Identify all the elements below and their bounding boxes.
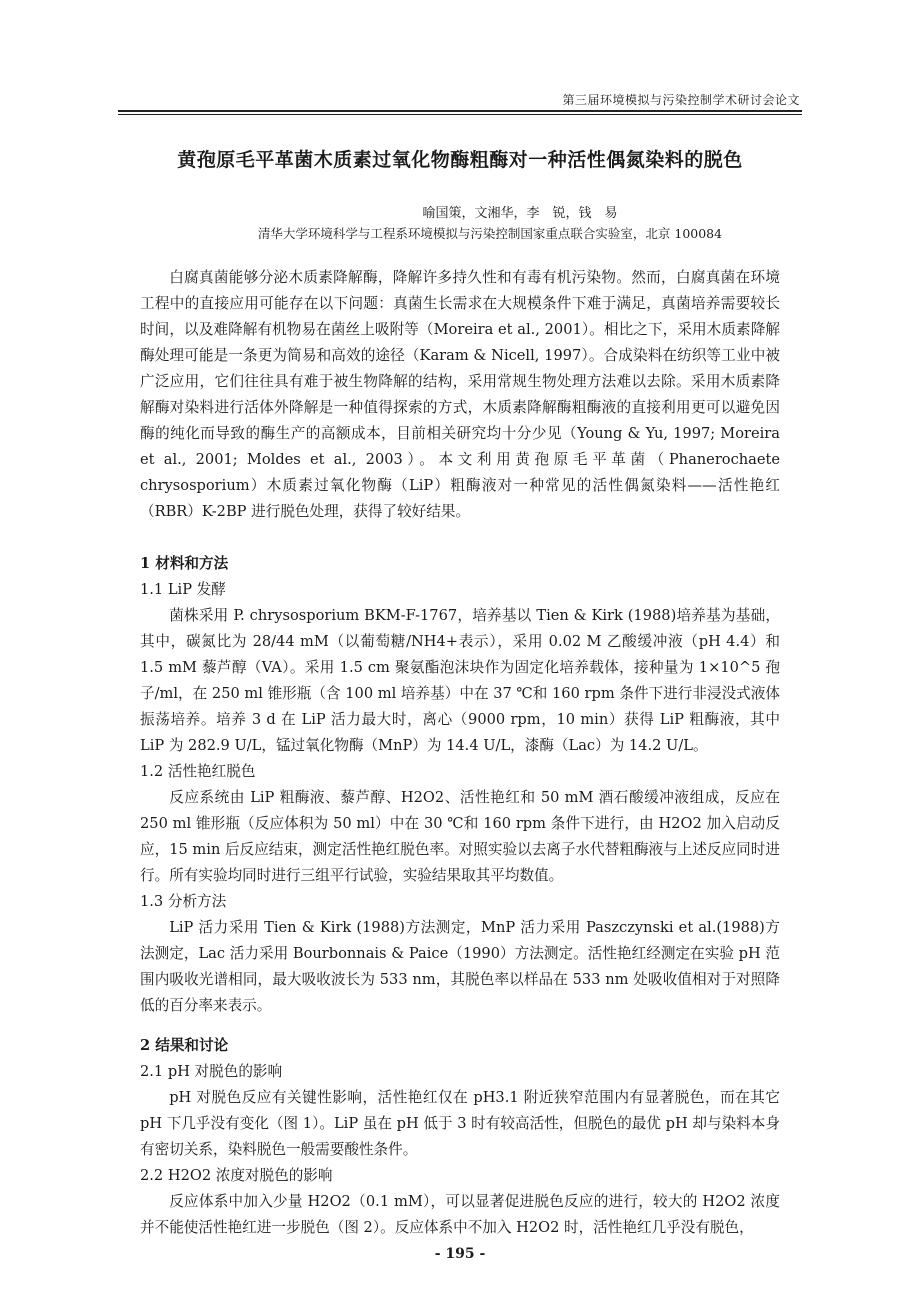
authors: 喻国策，文湘华，李 锐，钱 易 <box>422 206 618 221</box>
paragraph-1-3: LiP 活力采用 Tien & Kirk (1988)方法测定，MnP 活力采用 Paszczynski et al.(1988)方法测定，Lac 活力采用 Bourbonnais & Paice（1990）方法测定。活性艳红经测定在实验 pH 范围内吸收光谱相同，最大吸收波长为 533 nm，其脱色率以样品在 533 nm 处吸收值相对于对照降低的百分率来表示。 <box>140 919 780 1014</box>
header-rule <box>118 110 802 112</box>
subsection-heading-1-2: 1.2 活性艳红脱色 <box>140 763 256 780</box>
section-heading-2: 2 结果和讨论 <box>140 1037 229 1054</box>
subsection-heading-1-3: 1.3 分析方法 <box>140 893 227 910</box>
subsection-heading-1-1: 1.1 LiP 发酵 <box>140 581 226 598</box>
page-number: - 195 - <box>434 1246 486 1262</box>
subsection-heading-2-2: 2.2 H2O2 浓度对脱色的影响 <box>140 1167 333 1184</box>
paragraph-2-2: 反应体系中加入少量 H2O2（0.1 mM），可以显著促进脱色反应的进行，较大的 H2O2 浓度并不能使活性艳红进一步脱色（图 2）。反应体系中不加入 H2O2 时，活性艳红几乎没有脱色， <box>140 1193 780 1236</box>
paper-title: 黄孢原毛平革菌木质素过氧化物酶粗酶对一种活性偶氮染料的脱色 <box>177 149 743 171</box>
affiliation: 清华大学环境科学与工程系环境模拟与污染控制国家重点联合实验室，北京 100084 <box>257 226 723 241</box>
paragraph-1-2: 反应系统由 LiP 粗酶液、藜芦醇、H2O2、活性艳红和 50 mM 酒石酸缓冲液组成，反应在 250 ml 锥形瓶（反应体积为 50 ml）中在 30 ℃和 160 rpm 条件下进行，由 H2O2 加入启动反应，15 min 后反应结束，测定活性艳红脱色率。对照实验以去离子水代替粗酶液与上述反应同时进行。所有实验均同时进行三组平行试验，实验结果取其平均数值。 <box>140 789 780 884</box>
running-header: 第三届环境模拟与污染控制学术研讨会论文 <box>562 93 800 107</box>
intro-paragraph: 白腐真菌能够分泌木质素降解酶，降解许多持久性和有毒有机污染物。然而，白腐真菌在环境工程中的直接应用可能存在以下问题：真菌生长需求在大规模条件下难于满足，真菌培养需要较长时间，以及难降解有机物易在菌丝上吸附等（Moreira et al., 2001）。相比之下，采用木质素降解酶处理可能是一条更为简易和高效的途径（Karam & Nicell, 1997）。合成染料在纺织等工业中被广泛应用，它们往往具有难于被生物降解的结构，采用常规生物处理方法难以去除。采用木质素降解酶对染料进行活体外降解是一种值得探索的方式，木质素降解酶粗酶液的直接利用更可以避免因酶的纯化而导致的酶生产的高额成本，目前相关研究均十分少见（Young & Yu, 1997; Moreira et al., 2001; Moldes et al., 2003）。本文利用黄孢原毛平革菌（Phanerochaete chrysosporium）木质素过氧化物酶（LiP）粗酶液对一种常见的活性偶氮染料——活性艳红（RBR）K-2BP 进行脱色处理，获得了较好结果。 <box>140 269 780 520</box>
paragraph-2-1: pH 对脱色反应有关键性影响，活性艳红仅在 pH3.1 附近狭窄范围内有显著脱色，而在其它 pH 下几乎没有变化（图 1）。LiP 虽在 pH 低于 3 时有较高活性，但脱色的最优 pH 却与染料本身有密切关系，染料脱色一般需要酸性条件。 <box>140 1089 780 1158</box>
paper-body <box>140 265 780 1241</box>
section-heading-1: 1 材料和方法 <box>140 555 229 572</box>
subsection-heading-2-1: 2.1 pH 对脱色的影响 <box>140 1063 283 1080</box>
header-rule-thin <box>118 114 802 115</box>
paragraph-1-1: 菌株采用 P. chrysosporium BKM-F-1767，培养基以 Tien & Kirk (1988)培养基为基础，其中，碳氮比为 28/44 mM（以葡萄糖/NH4+表示），采用 0.02 M 乙酸缓冲液（pH 4.4）和 1.5 mM 藜芦醇（VA）。采用 1.5 cm 聚氨酯泡沫块作为固定化培养载体，接种量为 1×10^5 孢子/ml，在 250 ml 锥形瓶（含 100 ml 培养基）中在 37 ℃和 160 rpm 条件下进行非浸没式液体振荡培养。培养 3 d 在 LiP 活力最大时，离心（9000 rpm，10 min）获得 LiP 粗酶液，其中 LiP 为 282.9 U/L，锰过氧化物酶（MnP）为 14.4 U/L，漆酶（Lac）为 14.2 U/L。 <box>140 607 780 754</box>
